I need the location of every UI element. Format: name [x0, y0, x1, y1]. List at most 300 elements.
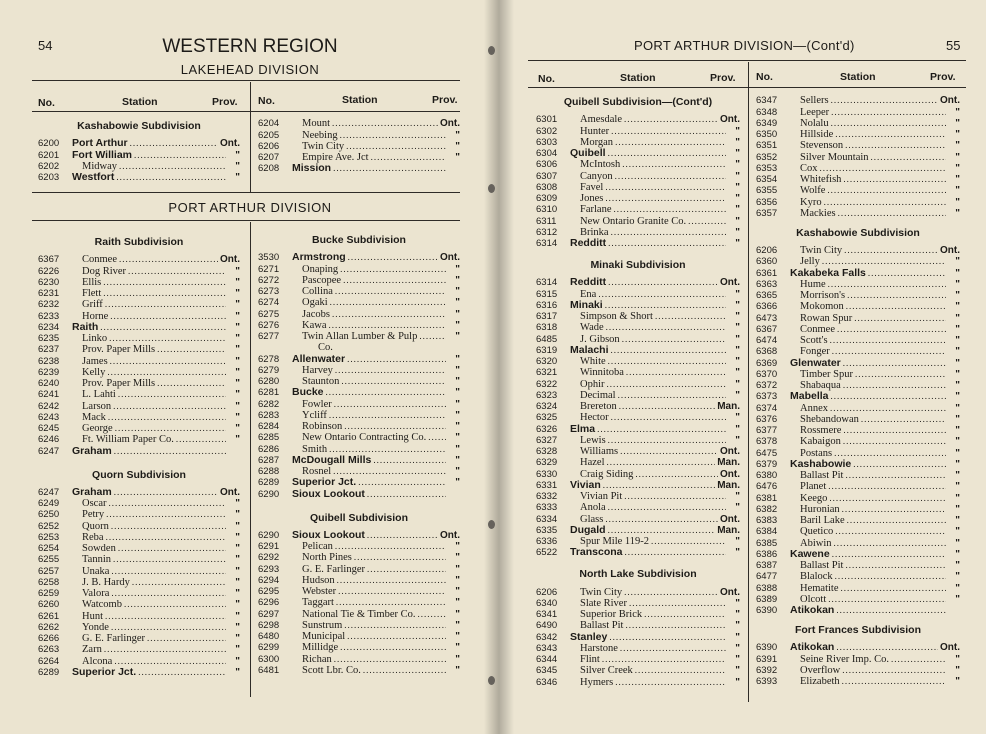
- leader-dots: [624, 587, 718, 598]
- station-row: [38, 265, 240, 276]
- province: Ont.: [440, 118, 460, 130]
- province: Ont.: [720, 114, 740, 126]
- station-number: 6293: [258, 563, 280, 575]
- station-row: [536, 412, 740, 423]
- binding-staple: [488, 184, 495, 193]
- station-row: [38, 543, 240, 554]
- divider: [528, 60, 966, 61]
- station-number: 6329: [536, 457, 558, 469]
- station-number: 6206: [756, 245, 778, 256]
- province: ": [455, 597, 460, 609]
- station-name: Oscar: [82, 498, 107, 509]
- province: ": [455, 653, 460, 665]
- station-number: 6241: [38, 389, 60, 401]
- station-number: 6287: [258, 454, 280, 466]
- station-number: 3530: [258, 252, 280, 264]
- raith-column: [38, 228, 240, 678]
- province: ": [235, 333, 240, 344]
- leader-dots: [834, 538, 947, 549]
- leader-dots: [608, 277, 718, 288]
- station-row: [258, 398, 460, 409]
- leader-dots: [347, 354, 446, 365]
- station-row: [38, 138, 240, 149]
- province: Ont.: [220, 138, 240, 150]
- station-name: Nolalu: [800, 117, 829, 129]
- station-name: Abiwin: [800, 537, 832, 549]
- province: ": [455, 308, 460, 320]
- leader-dots: [635, 469, 718, 480]
- station-name: Mount: [302, 118, 331, 130]
- station-name: National Tie & Timber Co.: [302, 608, 416, 620]
- station-number: 6485: [536, 333, 558, 345]
- station-row: [756, 369, 960, 380]
- station-row: [38, 389, 240, 400]
- station-number: 6294: [258, 574, 280, 586]
- station-number: 6235: [38, 333, 60, 344]
- station-name: Hymers: [580, 676, 614, 688]
- station-row: [258, 410, 460, 421]
- station-name: Armstrong: [292, 251, 346, 264]
- station-name: Ena: [580, 288, 597, 300]
- station-number: 6318: [536, 322, 558, 334]
- province: ": [735, 299, 740, 311]
- station-name: Ophir: [580, 378, 605, 390]
- station-name: Ft. William Paper Co.: [82, 434, 174, 446]
- section-title: Quibell Subdivision—(Cont'd): [563, 96, 713, 108]
- station-number: 6255: [38, 554, 60, 566]
- leader-dots: [329, 320, 447, 331]
- station-row: [38, 322, 240, 333]
- station-row: [756, 118, 960, 129]
- province: ": [235, 160, 240, 172]
- station-number: 6340: [536, 597, 558, 609]
- station-name: Sellers: [800, 95, 829, 107]
- leader-dots: [335, 365, 446, 376]
- leader-dots: [344, 421, 446, 432]
- station-name: George: [82, 423, 113, 434]
- station-row: [38, 333, 240, 344]
- province: ": [735, 238, 740, 249]
- province: ": [955, 140, 960, 152]
- station-name: Anola: [580, 502, 606, 514]
- province: ": [735, 204, 740, 216]
- leader-dots: [598, 289, 726, 300]
- province: ": [955, 106, 960, 118]
- station-number: 6286: [258, 443, 280, 455]
- province: ": [735, 356, 740, 367]
- station-number: 6239: [38, 366, 60, 378]
- station-number: 6353: [756, 162, 778, 174]
- station-number: 6377: [756, 425, 778, 436]
- station-name: Neebing: [302, 129, 338, 141]
- station-name: Rowan Spur: [800, 312, 853, 324]
- province: ": [455, 331, 460, 342]
- province: ": [235, 411, 240, 423]
- station-row: [38, 367, 240, 378]
- station-number: 6335: [536, 524, 558, 536]
- leader-dots: [625, 620, 726, 631]
- station-name: Slate River: [580, 597, 627, 609]
- station-name: Hudson: [302, 574, 335, 586]
- station-row: [536, 401, 740, 412]
- station-row: [756, 642, 960, 653]
- station-row: [756, 676, 960, 687]
- station-row: [756, 470, 960, 481]
- province: ": [455, 152, 460, 163]
- province: ": [455, 297, 460, 309]
- station-name: Flint: [580, 654, 600, 665]
- province: Man.: [717, 524, 740, 536]
- leader-dots: [111, 521, 226, 532]
- station-number: 6274: [258, 297, 280, 309]
- station-row: [258, 275, 460, 286]
- station-name: Sioux Lookout: [292, 528, 365, 541]
- station-row: [756, 196, 960, 207]
- station-name: Shebandowan: [800, 413, 859, 425]
- station-row: [756, 504, 960, 515]
- leader-dots: [835, 526, 946, 537]
- station-number: 6387: [756, 560, 778, 571]
- province: ": [955, 380, 960, 391]
- station-row: [756, 391, 960, 402]
- leader-dots: [417, 609, 446, 620]
- station-name: Kabaigon: [800, 436, 841, 448]
- station-name: McIntosh: [580, 159, 621, 171]
- section-title: Raith Subdivision: [94, 236, 184, 248]
- station-number: 6316: [536, 299, 558, 311]
- station-row: [756, 208, 960, 219]
- province: ": [455, 140, 460, 152]
- province: ": [955, 207, 960, 219]
- province: ": [455, 387, 460, 399]
- leader-dots: [831, 95, 938, 106]
- leader-dots: [840, 583, 946, 594]
- station-number: 6475: [756, 447, 778, 459]
- station-name: Ballast Pit: [800, 560, 844, 571]
- province: ": [955, 492, 960, 504]
- province: ": [735, 333, 740, 345]
- station-number: 6317: [536, 311, 558, 322]
- station-row: [258, 353, 460, 364]
- station-number: 6369: [756, 357, 778, 369]
- station-number: 6205: [258, 129, 280, 141]
- station-name: Westfort: [72, 171, 115, 183]
- station-number: 6273: [258, 286, 280, 297]
- station-name: New Ontario Contracting Co.: [302, 432, 427, 444]
- station-name: G. E. Farlinger: [302, 563, 365, 575]
- province: ": [735, 215, 740, 227]
- province: ": [955, 151, 960, 163]
- station-row: [258, 455, 460, 466]
- province: ": [455, 263, 460, 275]
- station-row: [536, 457, 740, 468]
- station-number: 6247: [38, 486, 60, 498]
- station-row: [536, 356, 740, 367]
- province: ": [955, 323, 960, 335]
- province: ": [235, 610, 240, 622]
- station-number: 6360: [756, 256, 778, 268]
- station-name: Robinson: [302, 421, 343, 432]
- station-name: Collina: [302, 286, 333, 297]
- province: ": [455, 552, 460, 564]
- station-number: 6350: [756, 129, 778, 140]
- leader-dots: [367, 530, 438, 541]
- station-row: [38, 423, 240, 434]
- station-row: [258, 608, 460, 619]
- station-row: [756, 582, 960, 593]
- leader-dots: [118, 543, 226, 554]
- station-row: [536, 125, 740, 136]
- station-number: 6522: [536, 547, 558, 559]
- station-number: 6206: [258, 140, 280, 152]
- province: ": [735, 676, 740, 688]
- station-list: [38, 487, 240, 678]
- leader-dots: [655, 311, 726, 322]
- divider: [32, 220, 460, 221]
- station-number: 6379: [756, 458, 778, 470]
- station-number: 6271: [258, 263, 280, 275]
- leader-dots: [625, 547, 726, 558]
- station-row: [38, 565, 240, 576]
- province: ": [955, 413, 960, 425]
- station-row: [756, 459, 960, 470]
- station-row: [38, 554, 240, 565]
- station-row: [536, 468, 740, 479]
- station-number: 6243: [38, 411, 60, 423]
- province: Man.: [717, 479, 740, 491]
- station-name: Mackies: [800, 207, 836, 219]
- province: ": [735, 491, 740, 502]
- station-number: 6261: [38, 610, 60, 622]
- station-row: [258, 575, 460, 586]
- leader-dots: [607, 379, 727, 390]
- station-number: 6383: [756, 515, 778, 526]
- leader-dots: [847, 290, 946, 301]
- section-title: Quorn Subdivision: [92, 468, 186, 481]
- station-row: [258, 320, 460, 331]
- leader-dots: [157, 378, 226, 389]
- province: ": [735, 226, 740, 238]
- leader-dots: [132, 577, 226, 588]
- province: ": [955, 436, 960, 448]
- station-row: [258, 665, 460, 676]
- leader-dots: [119, 161, 226, 172]
- station-number: 6334: [536, 513, 558, 525]
- station-row: [38, 667, 240, 678]
- station-number: 6258: [38, 576, 60, 588]
- station-number: 6245: [38, 423, 60, 434]
- page-number: 55: [946, 38, 961, 53]
- province: ": [455, 466, 460, 477]
- station-number: 6247: [38, 445, 60, 457]
- station-row: [258, 163, 460, 174]
- station-name: Glenwater: [790, 356, 841, 369]
- station-row: [536, 654, 740, 665]
- station-name: Atikokan: [790, 641, 835, 654]
- leader-dots: [428, 432, 446, 443]
- leader-dots: [688, 216, 726, 227]
- province: Ont.: [440, 529, 460, 541]
- section-title: North Lake Subdivision: [579, 568, 697, 581]
- leader-dots: [114, 487, 218, 498]
- station-number: 6309: [536, 193, 558, 204]
- station-number: 6366: [756, 301, 778, 313]
- station-name: Rossmere: [800, 425, 842, 436]
- station-name: Hunt: [82, 610, 103, 622]
- leader-dots: [363, 665, 446, 676]
- leader-dots: [358, 477, 446, 488]
- station-name: Kyro: [800, 196, 822, 208]
- station-name: Mack: [82, 411, 106, 423]
- province: ": [955, 653, 960, 665]
- station-name: Flett: [82, 288, 102, 299]
- leader-dots: [831, 107, 946, 118]
- leader-dots: [118, 389, 226, 400]
- station-row: [258, 297, 460, 308]
- station-name: Brereton: [580, 401, 617, 412]
- province: ": [455, 376, 460, 387]
- province: ": [235, 276, 240, 288]
- province: ": [735, 423, 740, 435]
- station-name: White: [580, 356, 606, 367]
- leader-dots: [611, 345, 726, 356]
- leader-dots: [619, 401, 715, 412]
- station-row: [756, 279, 960, 290]
- province: ": [735, 367, 740, 379]
- station-number: 6481: [258, 664, 280, 676]
- station-row: [756, 256, 960, 267]
- station-name: Valora: [82, 588, 110, 599]
- station-number: 6283: [258, 409, 280, 421]
- leader-dots: [341, 376, 446, 387]
- province: ": [455, 608, 460, 620]
- station-number: 6200: [38, 138, 60, 150]
- leader-dots: [608, 435, 726, 446]
- station-name: Twin City: [302, 140, 345, 152]
- station-number: 6390: [756, 642, 778, 654]
- station-number: 6320: [536, 356, 558, 367]
- leader-dots: [829, 493, 946, 504]
- station-name: Minaki: [570, 298, 603, 311]
- station-name: Quibell: [570, 147, 606, 159]
- station-row: [756, 335, 960, 346]
- station-number: 6315: [536, 288, 558, 300]
- leader-dots: [831, 391, 946, 402]
- col-header-prov: Prov.: [432, 94, 458, 106]
- leader-dots: [605, 193, 726, 204]
- station-row: [258, 129, 460, 140]
- station-name: Ellis: [82, 276, 102, 288]
- province: ": [735, 631, 740, 643]
- station-row: [38, 355, 240, 366]
- station-row: [258, 620, 460, 631]
- province: ": [955, 290, 960, 301]
- leader-dots: [419, 331, 446, 342]
- station-number: 6207: [258, 152, 280, 163]
- station-number: 6385: [756, 537, 778, 549]
- station-row: [756, 436, 960, 447]
- station-row: [756, 402, 960, 413]
- leader-dots: [329, 444, 446, 455]
- station-number: 6355: [756, 185, 778, 197]
- station-row: [536, 170, 740, 181]
- station-number: 6230: [38, 276, 60, 288]
- station-list: [756, 245, 960, 616]
- leader-dots: [103, 277, 226, 288]
- leader-dots: [110, 311, 226, 322]
- station-number: 6307: [536, 170, 558, 182]
- station-row: [258, 252, 460, 263]
- leader-dots: [843, 436, 946, 447]
- station-row: [756, 481, 960, 492]
- leader-dots: [335, 286, 446, 297]
- station-name: Staunton: [302, 376, 340, 387]
- province: ": [735, 378, 740, 390]
- station-number: 6342: [536, 631, 558, 643]
- station-number: 6327: [536, 434, 558, 446]
- province: ": [955, 129, 960, 140]
- station-row: [536, 322, 740, 333]
- station-row: [536, 446, 740, 457]
- station-row: [756, 425, 960, 436]
- leader-dots: [113, 554, 226, 565]
- station-row: [258, 541, 460, 552]
- station-name: Timber Spur: [800, 368, 853, 380]
- station-name: Yonde: [82, 621, 109, 633]
- station-row: [756, 245, 960, 256]
- province: ": [235, 310, 240, 322]
- province: ": [455, 274, 460, 286]
- province: ": [235, 400, 240, 412]
- station-row: [536, 300, 740, 311]
- leader-dots: [635, 665, 726, 676]
- station-number: 6343: [536, 642, 558, 654]
- province: ": [735, 642, 740, 654]
- station-name: Glass: [580, 513, 604, 525]
- leader-dots: [346, 141, 446, 152]
- station-number: 6372: [756, 380, 778, 391]
- station-number: 6389: [756, 593, 778, 605]
- station-row: [756, 605, 960, 616]
- province: ": [735, 502, 740, 514]
- leader-dots: [836, 642, 938, 653]
- station-row: [38, 445, 240, 456]
- station-number: 6254: [38, 543, 60, 554]
- station-number: 6249: [38, 498, 60, 509]
- station-row: [38, 655, 240, 666]
- station-name: Quorn: [82, 520, 109, 532]
- station-row: [536, 148, 740, 159]
- station-row: [536, 480, 740, 491]
- page-number: 54: [38, 38, 53, 53]
- col-header-station: Station: [840, 71, 876, 83]
- leader-dots: [334, 654, 446, 665]
- station-number: 6357: [756, 207, 778, 219]
- station-number: 6302: [536, 125, 558, 137]
- station-row: [536, 676, 740, 687]
- station-row: [756, 414, 960, 425]
- leader-dots: [105, 611, 226, 622]
- leader-dots: [837, 324, 946, 335]
- station-name-continued: Co.: [318, 342, 333, 353]
- station-row: [258, 331, 460, 342]
- station-name: New Ontario Granite Co.: [580, 215, 687, 227]
- station-number: 6275: [258, 308, 280, 320]
- province: ": [735, 389, 740, 401]
- province: ": [235, 633, 240, 644]
- leader-dots: [176, 434, 226, 445]
- leader-dots: [608, 148, 726, 159]
